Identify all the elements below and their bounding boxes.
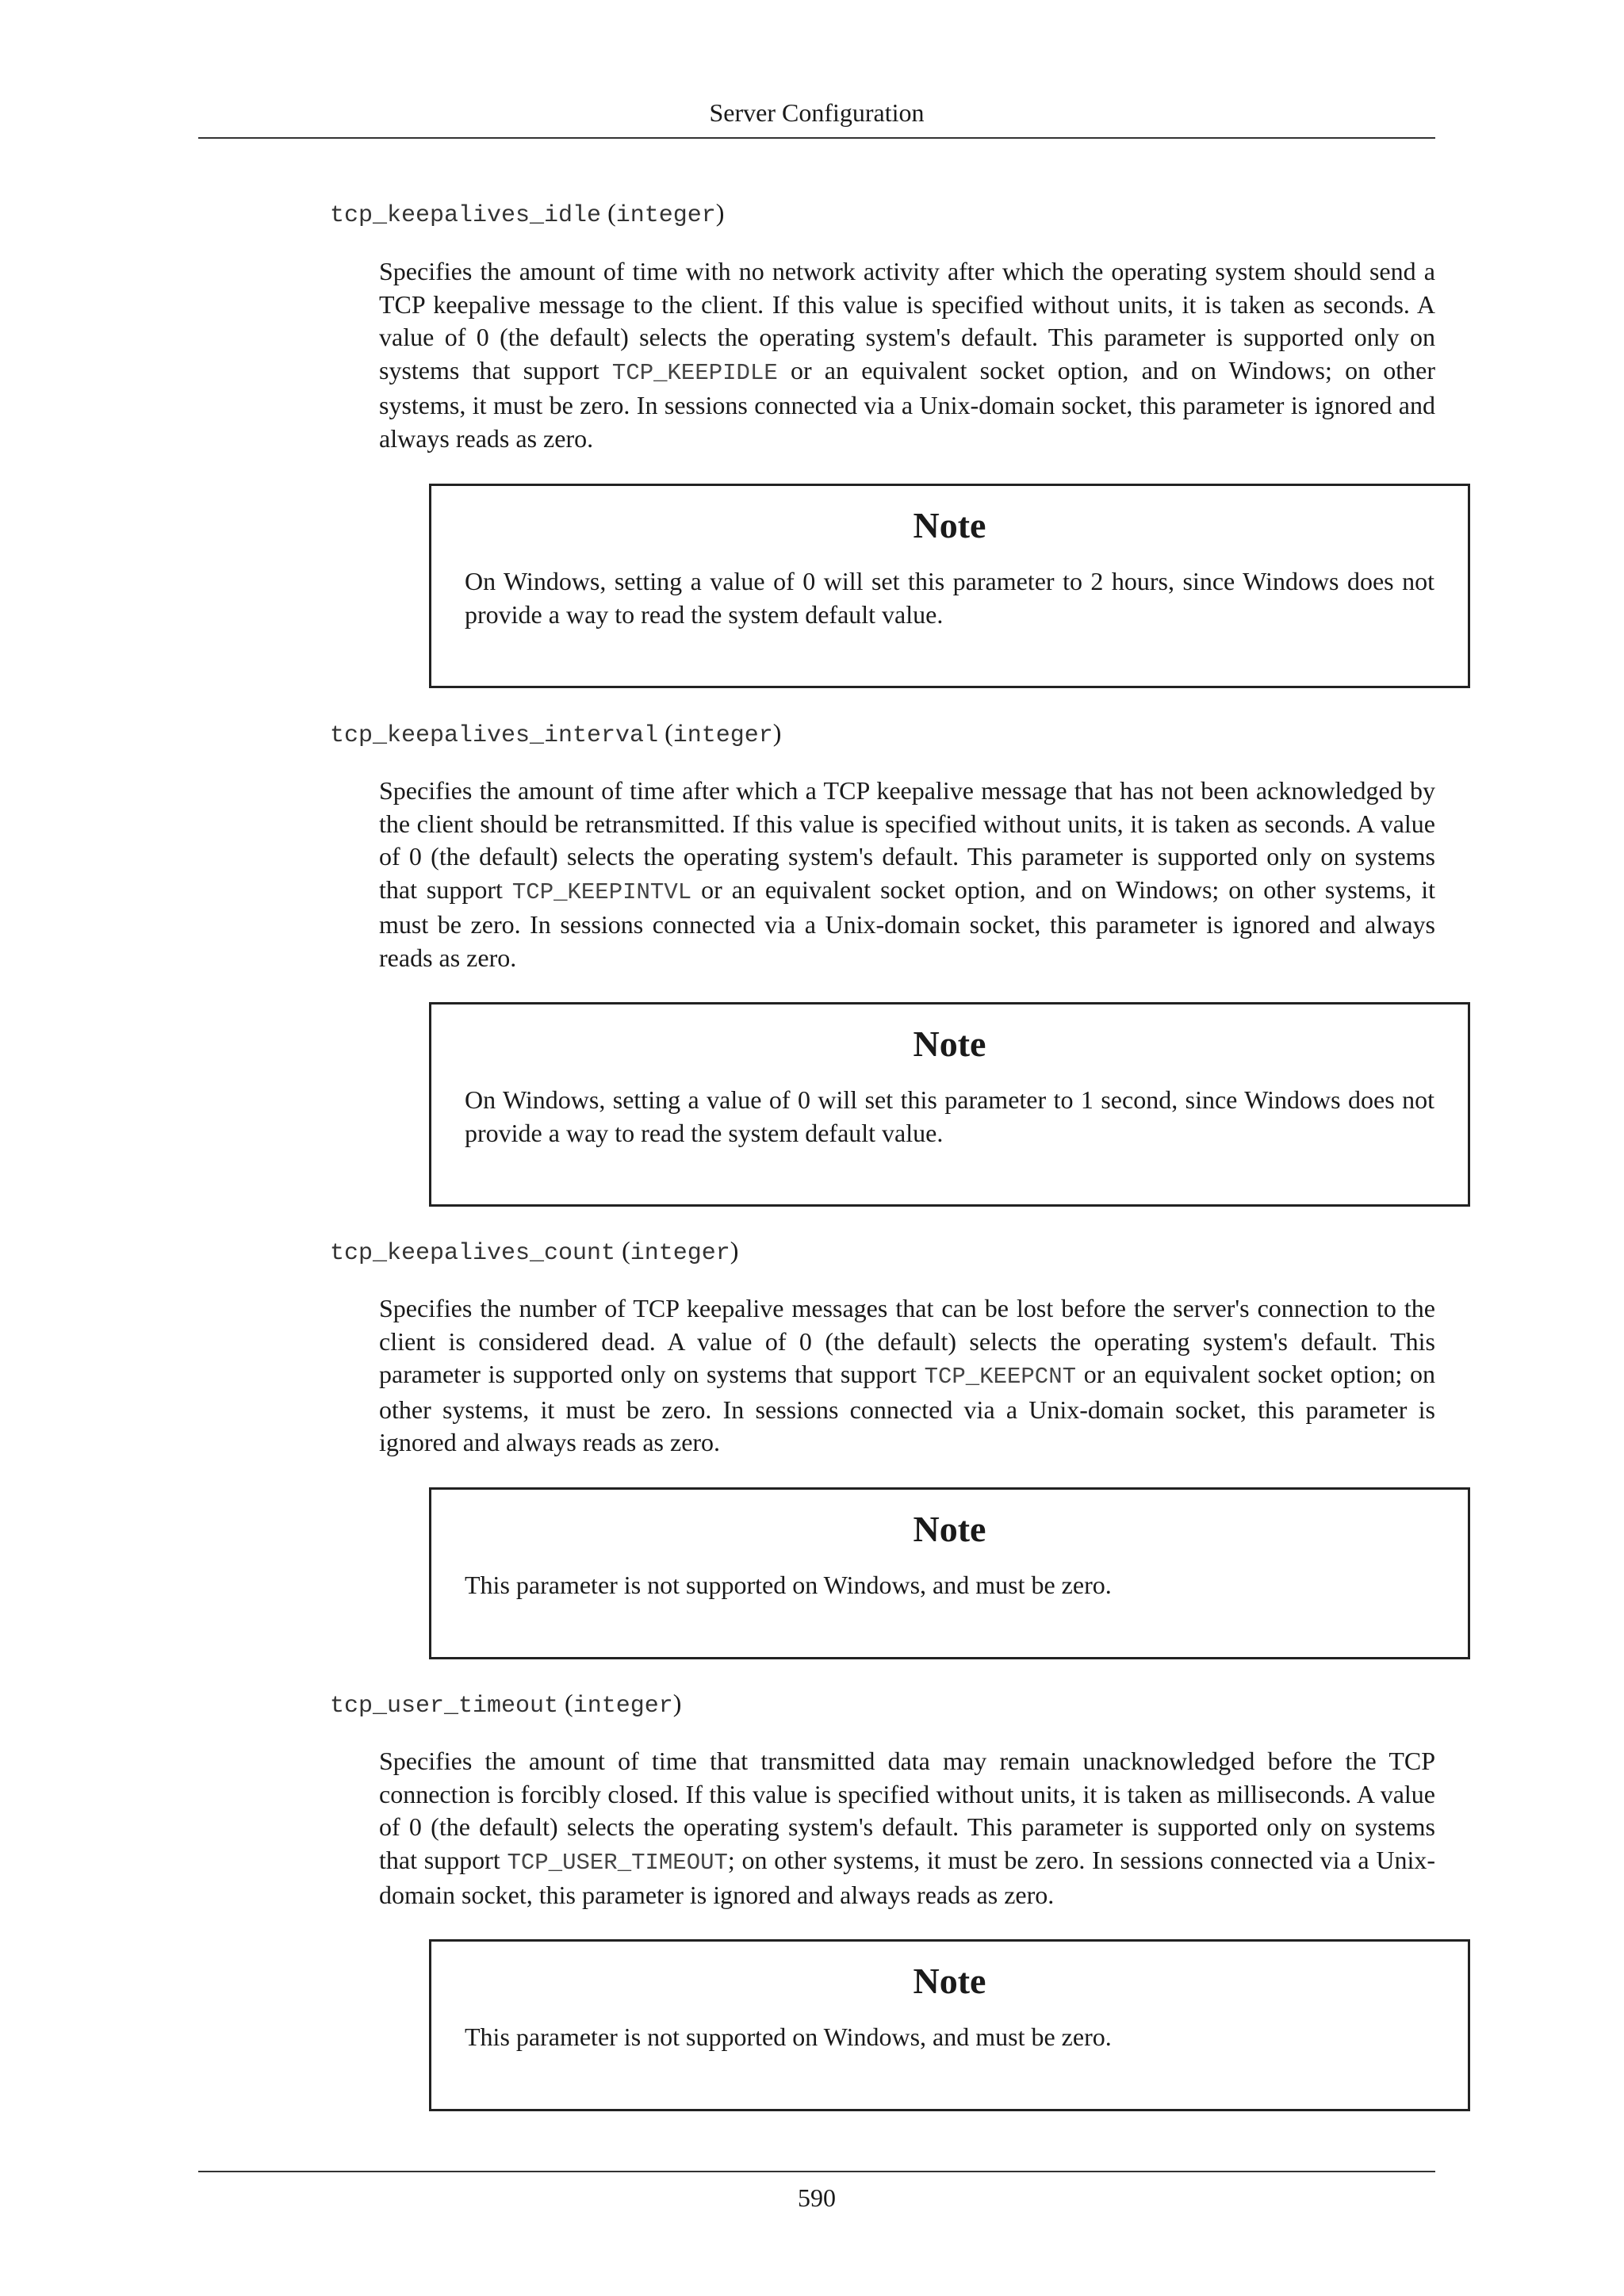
description-tcp-keepalives-idle: Specifies the amount of time with no network activity after which the operating system should send a TCP keepalive message to the client. If this value is specified without units, it is taken as seconds. A value of 0 (the default) selects the operating system's default. This parameter is supported only on systems that support TCP_KEEPIDLE or an equivalent socket option, and on Windows; on other systems, it must be zero. In sessions connected via a Unix-domain socket, this parameter is ignored and always reads as zero.: [379, 257, 1436, 453]
parameter-name: tcp_keepalives_count: [330, 1240, 616, 1267]
term-tcp-keepalives-idle: tcp_keepalives_idle (integer): [330, 198, 725, 229]
parameter-type: integer: [630, 1240, 730, 1267]
note-title: Note: [913, 1961, 986, 2001]
note-box: [429, 1939, 1470, 2111]
note-text: On Windows, setting a value of 0 will set this parameter to 1 second, since Windows does not provide a way to read the system default value.: [465, 1085, 1434, 1147]
description-tcp-keepalives-interval: Specifies the amount of time after which a TCP keepalive message that has not been acknowledged by the client should be retransmitted. If this value is specified without units, it is taken as seconds. A value of 0 (the default) selects the operating system's default. This parameter is supported only on systems that support TCP_KEEPINTVL or an equivalent socket option, and on Windows; on other systems, it must be zero. In sessions connected via a Unix-domain socket, this parameter is ignored and always reads as zero.: [379, 776, 1436, 972]
parameter-name: tcp_keepalives_idle: [330, 202, 602, 229]
inline-code: TCP_USER_TIMEOUT: [507, 1849, 728, 1876]
inline-code: TCP_KEEPCNT: [924, 1364, 1077, 1391]
running-header: Server Configuration: [709, 98, 925, 127]
inline-code: TCP_KEEPINTVL: [511, 878, 692, 905]
parameter-type: integer: [615, 202, 716, 229]
note-box: [429, 484, 1470, 688]
parameter-type: integer: [573, 1693, 673, 1720]
note-box: [429, 1487, 1470, 1659]
term-tcp-keepalives-count: tcp_keepalives_count (integer): [330, 1236, 739, 1267]
inline-code: TCP_KEEPIDLE: [611, 359, 778, 386]
note-text: On Windows, setting a value of 0 will set this parameter to 2 hours, since Windows does not provide a way to read the system default value.: [465, 567, 1434, 629]
footer-rule: [198, 2171, 1435, 2172]
note-text: This parameter is not supported on Windows, and must be zero.: [465, 1571, 1112, 1599]
note-title: Note: [913, 1509, 986, 1549]
term-tcp-keepalives-interval: tcp_keepalives_interval (integer): [330, 718, 782, 749]
description-tcp-keepalives-count: Specifies the number of TCP keepalive messages that can be lost before the server's connection to the client is considered dead. A value of 0 (the default) selects the operating system's default. This parameter is supported only on systems that support TCP_KEEPCNT or an equivalent socket option; on other systems, it must be zero. In sessions connected via a Unix-domain socket, this parameter is ignored and always reads as zero.: [379, 1294, 1436, 1457]
parameter-type: integer: [672, 722, 773, 749]
header-rule: [198, 137, 1435, 139]
parameter-name: tcp_keepalives_interval: [330, 722, 659, 749]
note-title: Note: [913, 1024, 986, 1064]
note-box: [429, 1002, 1470, 1207]
description-tcp-user-timeout: Specifies the amount of time that transmitted data may remain unacknowledged before the TCP connection is forcibly closed. If this value is specified without units, it is taken as milliseconds. A value of 0 (the default) selects the operating system's default. This parameter is supported only on systems that support TCP_USER_TIMEOUT; on other systems, it must be zero. In sessions connected via a Unix-domain socket, this parameter is ignored and always reads as zero.: [379, 1747, 1436, 1910]
parameter-name: tcp_user_timeout: [330, 1693, 559, 1720]
term-tcp-user-timeout: tcp_user_timeout (integer): [330, 1689, 682, 1720]
page-number: 590: [798, 2183, 836, 2212]
note-text: This parameter is not supported on Windows, and must be zero.: [465, 2022, 1112, 2051]
note-title: Note: [913, 505, 986, 545]
